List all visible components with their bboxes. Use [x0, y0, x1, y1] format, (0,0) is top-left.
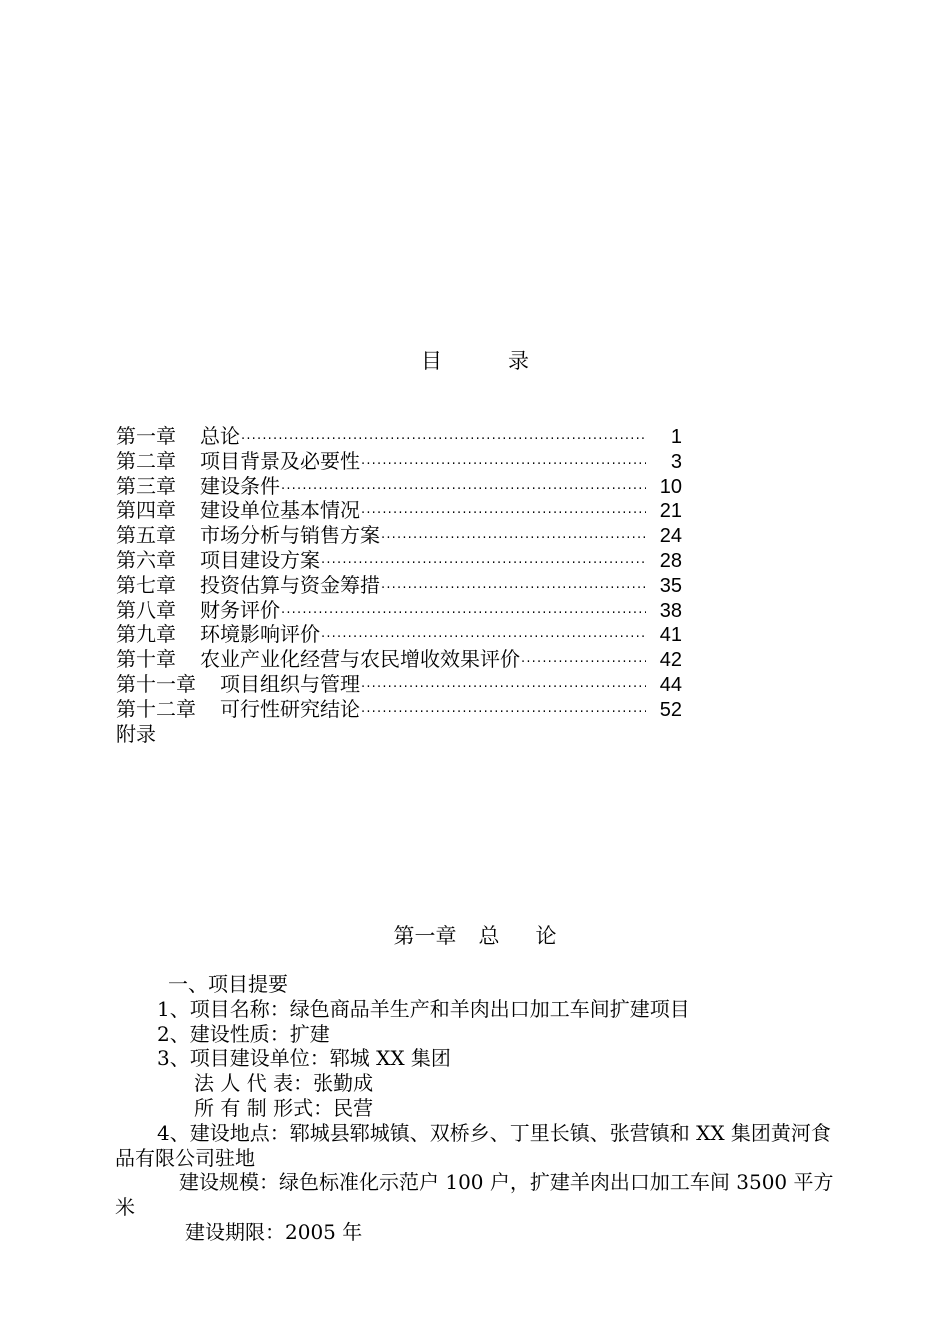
toc-page-number: 38 — [659, 599, 682, 622]
toc-page-number: 21 — [659, 500, 682, 523]
toc-chapter: 第一章 — [116, 424, 176, 448]
toc-entry[interactable] — [116, 498, 696, 523]
toc-leader — [360, 502, 646, 527]
toc-chapter: 第二章 — [116, 448, 176, 473]
toc-page-number: 42 — [659, 649, 682, 672]
toc-entry[interactable] — [116, 697, 696, 722]
construction-type-item: 2、建设性质：扩建 — [157, 1021, 330, 1046]
toc-entry[interactable] — [116, 598, 696, 623]
chapter-title-part1: 总 — [478, 924, 500, 948]
chapter-body — [115, 972, 835, 1245]
toc-title-right: 录 — [508, 349, 529, 373]
toc-entry[interactable] — [116, 449, 696, 474]
toc-entry[interactable] — [116, 622, 696, 647]
toc-leader — [380, 527, 646, 552]
toc-entry[interactable] — [116, 672, 696, 697]
toc-leader — [360, 701, 646, 726]
toc-entry[interactable] — [116, 523, 696, 548]
construction-scale: 建设规模：绿色标准化示范户 100 户，扩建羊肉出口加工车间 3500 平方米 — [115, 1170, 834, 1220]
toc-page-number: 35 — [659, 574, 682, 597]
toc-chapter-name: 投资估算与资金筹措 — [200, 572, 380, 597]
toc-chapter-name: 农业产业化经营与农民增收效果评价 — [200, 647, 520, 672]
toc-chapter: 第六章 — [116, 547, 176, 572]
toc-chapter-name: 环境影响评价 — [200, 622, 320, 647]
toc-chapter-name: 总论 — [200, 424, 240, 448]
project-name-item: 1、项目名称：绿色商品羊生产和羊肉出口加工车间扩建项目 — [157, 996, 690, 1021]
toc-entry[interactable] — [116, 474, 696, 499]
toc-page-number: 1 — [670, 426, 682, 448]
toc-chapter-name: 可行性研究结论 — [220, 696, 360, 721]
toc-chapter: 第十二章 — [116, 696, 196, 721]
toc-chapter: 第九章 — [116, 622, 176, 647]
toc-appendix-label: 附录 — [116, 721, 156, 746]
toc-entry[interactable] — [116, 548, 696, 573]
chapter-title-number: 第一章 — [393, 924, 457, 948]
toc-page-number: 3 — [670, 450, 682, 473]
toc-chapter: 第四章 — [116, 498, 176, 523]
toc-leader — [520, 651, 646, 676]
toc-chapter-name: 财务评价 — [200, 597, 280, 622]
toc-chapter: 第三章 — [116, 473, 176, 498]
toc-page-number: 41 — [659, 624, 682, 647]
construction-site-item: 4、建设地点：郓城县郓城镇、双桥乡、丁里长镇、张营镇和 XX 集团黄河食品有限公司驻地 — [115, 1120, 831, 1170]
toc-chapter-name: 项目组织与管理 — [220, 671, 360, 696]
toc-chapter-name: 市场分析与销售方案 — [200, 523, 380, 548]
toc-chapter: 第五章 — [116, 523, 176, 548]
construction-unit-item: 3、项目建设单位：郓城 XX 集团 — [157, 1046, 451, 1071]
toc-chapter: 第十一章 — [116, 671, 196, 696]
chapter-title — [0, 920, 950, 950]
legal-representative: 法 人 代 表：张勤成 — [194, 1071, 374, 1096]
toc-title — [0, 345, 950, 375]
toc-page-number: 10 — [659, 475, 682, 498]
toc-leader — [360, 676, 646, 701]
toc-entry[interactable] — [116, 424, 696, 449]
toc-leader — [280, 602, 646, 627]
toc-chapter: 第十章 — [116, 647, 176, 672]
construction-period: 建设期限：2005 年 — [185, 1219, 363, 1244]
toc-leader — [380, 577, 646, 602]
toc-chapter-name: 项目背景及必要性 — [200, 448, 360, 473]
toc-chapter: 第八章 — [116, 597, 176, 622]
toc-page-number: 44 — [659, 673, 682, 696]
toc-leader — [360, 453, 646, 478]
toc-entry[interactable] — [116, 573, 696, 598]
table-of-contents — [116, 424, 696, 746]
toc-chapter-name: 建设条件 — [200, 473, 280, 498]
ownership-type: 所 有 制 形式：民营 — [194, 1095, 374, 1120]
toc-page-number: 28 — [659, 549, 682, 572]
toc-page-number: 24 — [659, 525, 682, 548]
toc-entry[interactable] — [116, 647, 696, 672]
toc-chapter: 第七章 — [116, 572, 176, 597]
section-heading: 一、项目提要 — [168, 972, 288, 996]
toc-page-number: 52 — [659, 698, 682, 721]
toc-chapter-name: 项目建设方案 — [200, 547, 320, 572]
toc-chapter-name: 建设单位基本情况 — [200, 498, 360, 523]
chapter-title-part2: 论 — [535, 924, 557, 948]
toc-title-left: 目 — [421, 349, 442, 373]
